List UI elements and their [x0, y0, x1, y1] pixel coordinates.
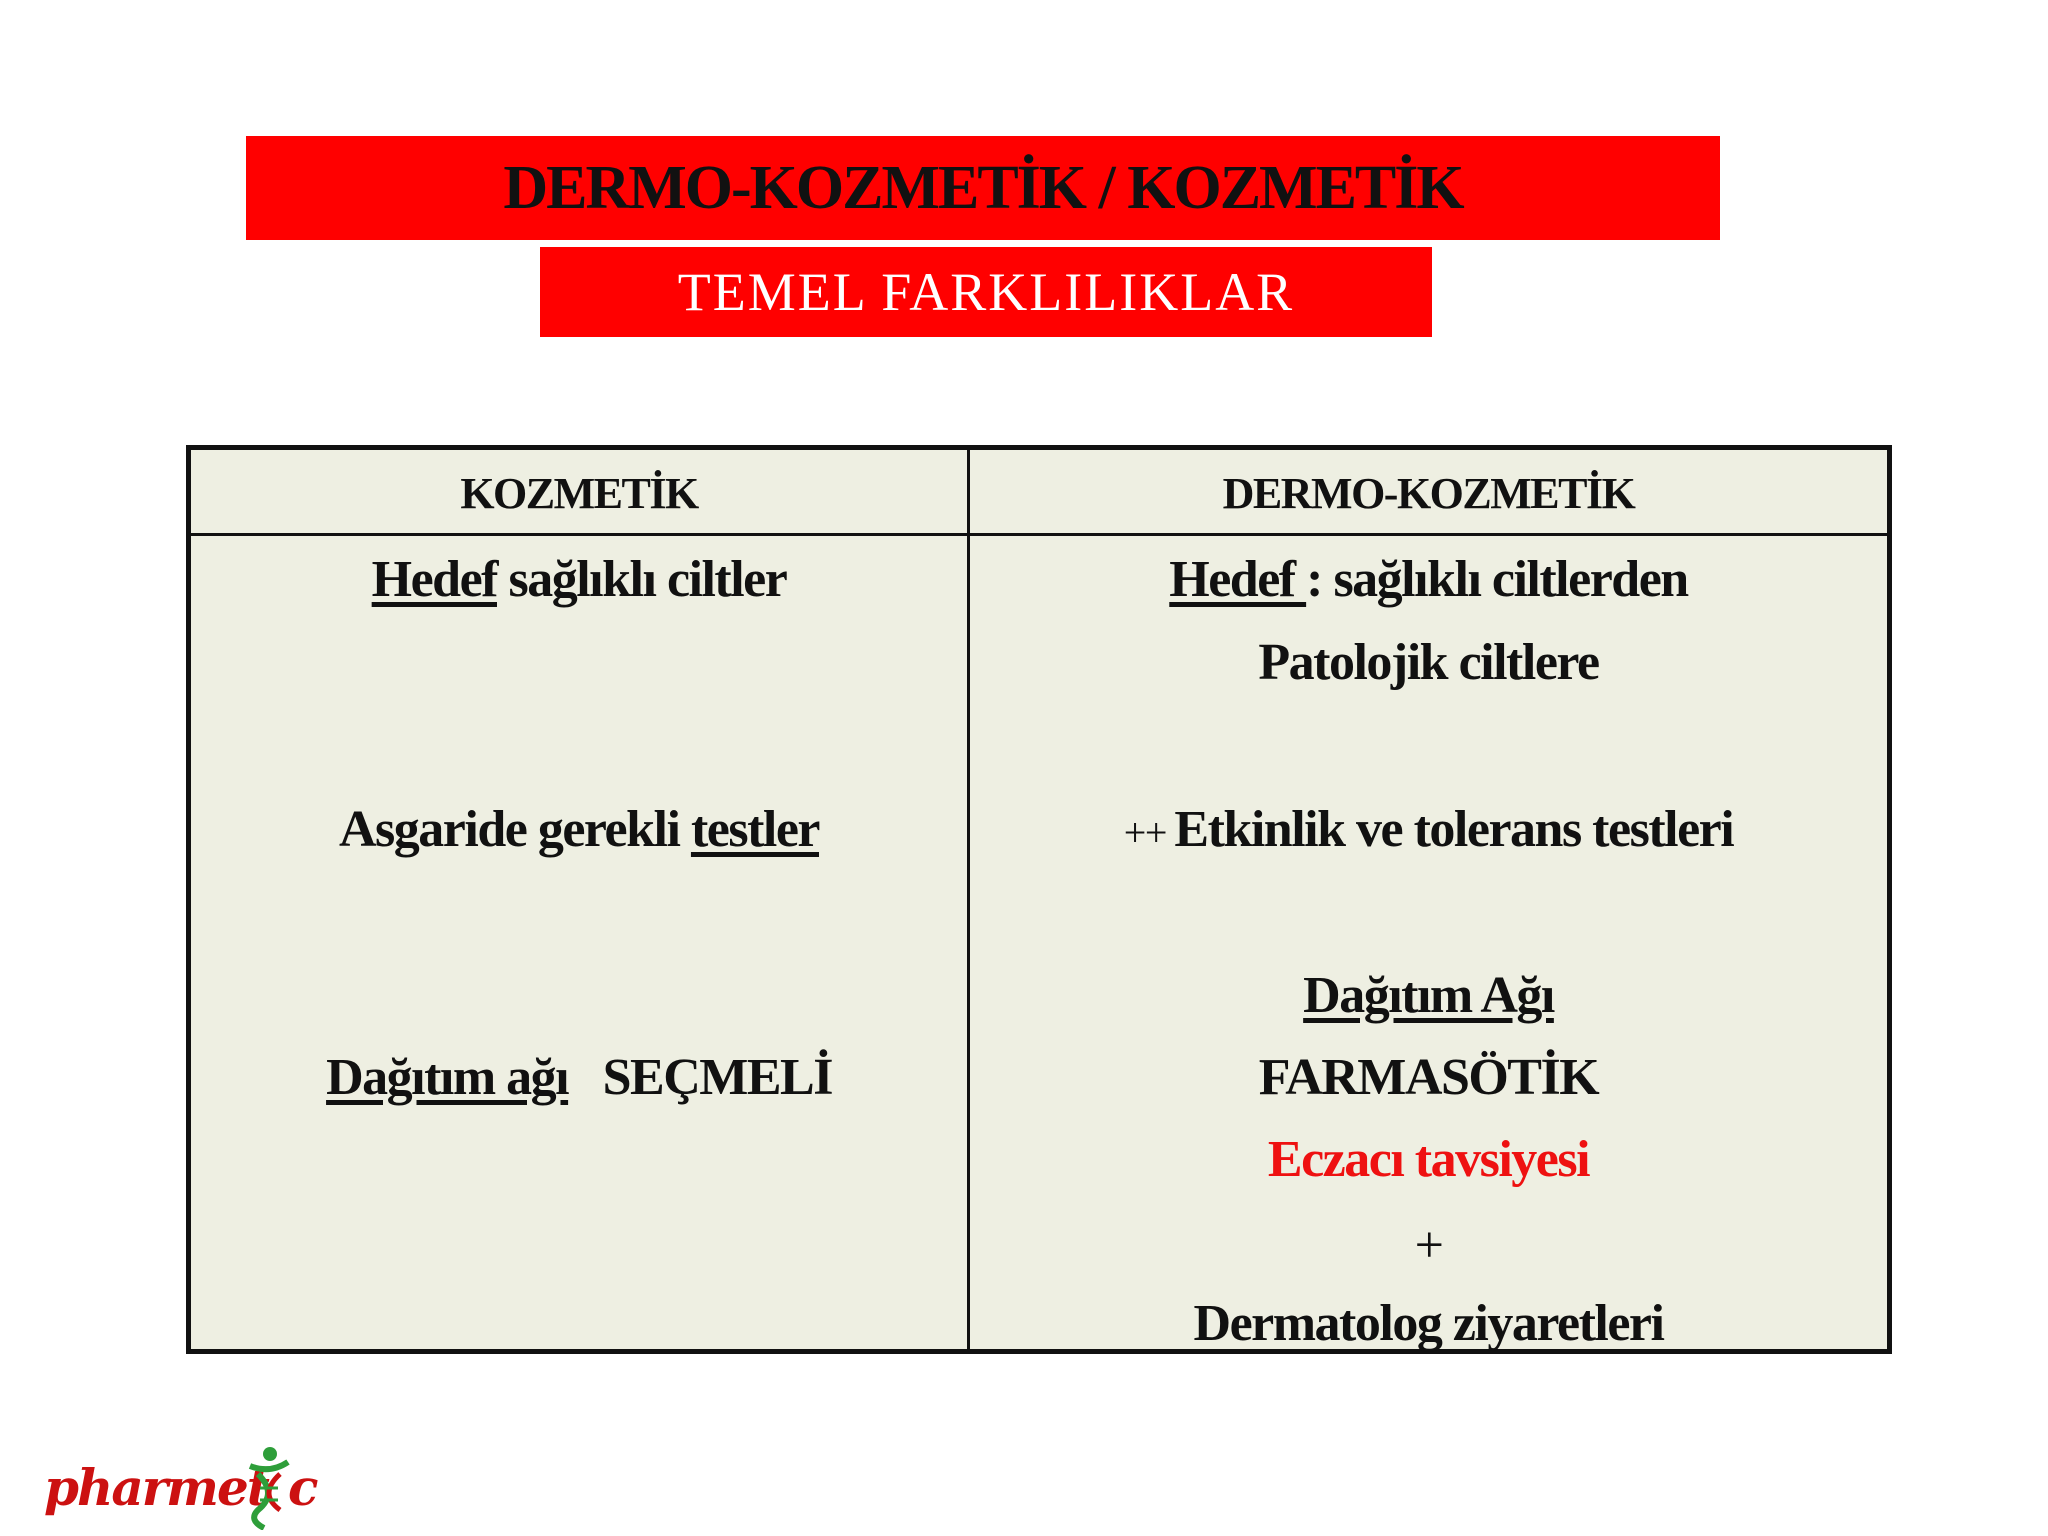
left-tests-label: testler [690, 801, 819, 858]
left-hedef [191, 550, 967, 609]
right-visits: Dermatolog ziyaretleri [1193, 1295, 1664, 1352]
right-plus: + [1414, 1217, 1443, 1274]
right-hedef-text: : sağlıklı ciltlerden [1306, 551, 1688, 608]
comparison-table [186, 445, 1892, 1354]
right-hedef-line2: Patolojik ciltlere [1258, 634, 1599, 691]
header-divider [191, 533, 1887, 536]
left-hedef-label: Hedef [371, 551, 497, 608]
right-hedef [970, 550, 1887, 609]
left-distribution-value: SEÇMELİ [602, 1049, 832, 1106]
logo-suffix: c [288, 1458, 317, 1517]
subtitle-banner [540, 247, 1432, 337]
right-distribution-label-text: Dağıtım Ağı [1303, 967, 1554, 1024]
pharmetic-logo [44, 1440, 317, 1530]
right-advice: Eczacı tavsiyesi [1267, 1131, 1590, 1188]
right-distribution-label [970, 966, 1887, 1025]
left-tests [191, 800, 967, 859]
left-distribution-label: Dağıtım ağı [326, 1049, 569, 1106]
header-dermo-kozmetik: DERMO-KOZMETİK [1222, 469, 1635, 518]
left-hedef-text: sağlıklı ciltler [497, 551, 787, 608]
right-distribution-value: FARMASÖTİK [1258, 1049, 1599, 1106]
logo-text: pharmet [44, 1458, 268, 1517]
right-tests-text: Etkinlik ve tolerans testleri [1174, 801, 1734, 858]
right-tests [970, 800, 1887, 859]
right-hedef-label: Hedef [1169, 551, 1307, 608]
left-distribution [191, 1048, 967, 1107]
page-subtitle: TEMEL FARKLILIKLAR [677, 262, 1295, 322]
left-tests-prefix: Asgaride gerekli [339, 801, 691, 858]
right-tests-prefix: ++ [1123, 810, 1175, 855]
page-title: DERMO-KOZMETİK / KOZMETİK [503, 153, 1463, 222]
title-banner [246, 136, 1720, 240]
header-kozmetik: KOZMETİK [460, 469, 698, 518]
